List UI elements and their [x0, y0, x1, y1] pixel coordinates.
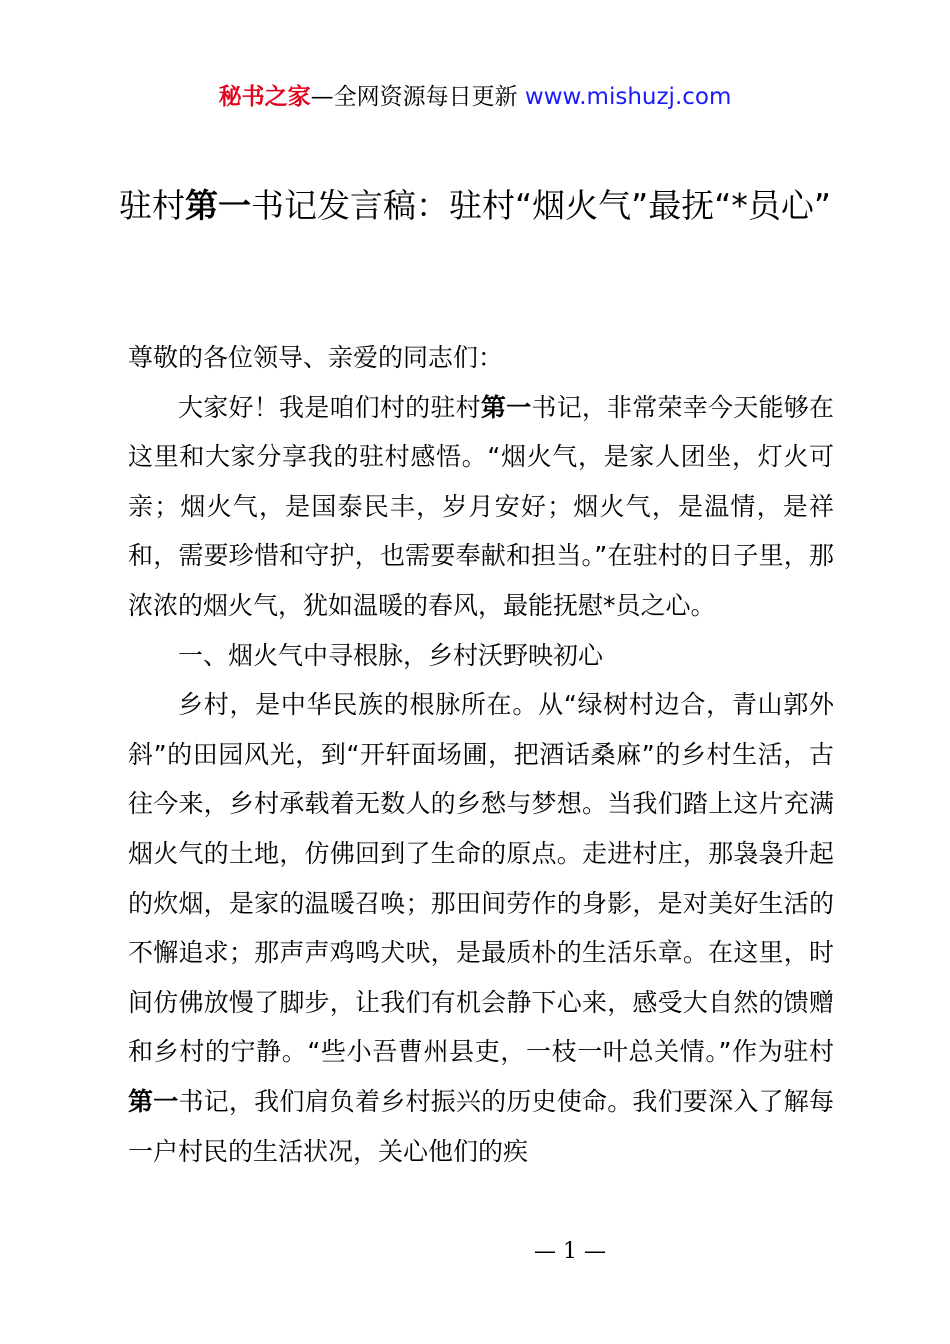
- paragraph-2: [128, 680, 834, 1176]
- page-number: — 1 —: [534, 1239, 606, 1264]
- title-bold: 第一: [185, 186, 252, 225]
- para1-part2: 书记，非常荣幸今天能够在这里和大家分享我的驻村感悟。“烟火气，是家人团坐，灯火可亲；烟火气，是国泰民丰，岁月安好；烟火气，是温情，是祥和，需要珍惜和守护，也需要奉献和担当。”在驻村的日子里，那浓浓的烟火气，犹如温暖的春风，最能抚慰*员之心。: [128, 392, 834, 620]
- para2-bold: 第一: [128, 1086, 179, 1116]
- site-slogan: —全网资源每日更新: [310, 84, 518, 110]
- site-url[interactable]: www.mishuzj.com: [524, 84, 732, 110]
- paragraph-1: [128, 383, 834, 631]
- para2-part2: 书记，我们肩负着乡村振兴的历史使命。我们要深入了解每一户村民的生活状况，关心他们的疾: [128, 1086, 834, 1166]
- para1-bold: 第一: [480, 392, 532, 422]
- document-body: [128, 333, 834, 1176]
- site-header: [0, 80, 950, 114]
- salutation: 尊敬的各位领导、亲爱的同志们：: [128, 343, 504, 372]
- para2-part1: 乡村，是中华民族的根脉所在。从“绿树村边合，青山郭外斜”的田园风光，到“开轩面场圃，把酒话桑麻”的乡村生活，古往今来，乡村承载着无数人的乡愁与梦想。当我们踏上这片充满烟火气的土地，仿佛回到了生命的原点。走进村庄，那袅袅升起的炊烟，是家的温暖召唤；那田间劳作的身影，是对美好生活的不懈追求；那声声鸡鸣犬吠，是最质朴的生活乐章。在这里，时间仿佛放慢了脚步，让我们有机会静下心来，感受大自然的馈赠和乡村的宁静。“些小吾曹州县吏，一枝一叶总关情。”作为驻村: [128, 690, 834, 1067]
- title-part2: 书记发言稿：驻村“烟火气”最抚“*员心”: [251, 186, 831, 225]
- site-name: 秘书之家: [218, 84, 311, 110]
- document-title: [110, 180, 840, 232]
- para1-part1: 大家好！我是咱们村的驻村: [178, 392, 481, 422]
- title-part1: 驻村: [119, 186, 186, 225]
- section-heading-1: 一、烟火气中寻根脉，乡村沃野映初心: [178, 640, 604, 670]
